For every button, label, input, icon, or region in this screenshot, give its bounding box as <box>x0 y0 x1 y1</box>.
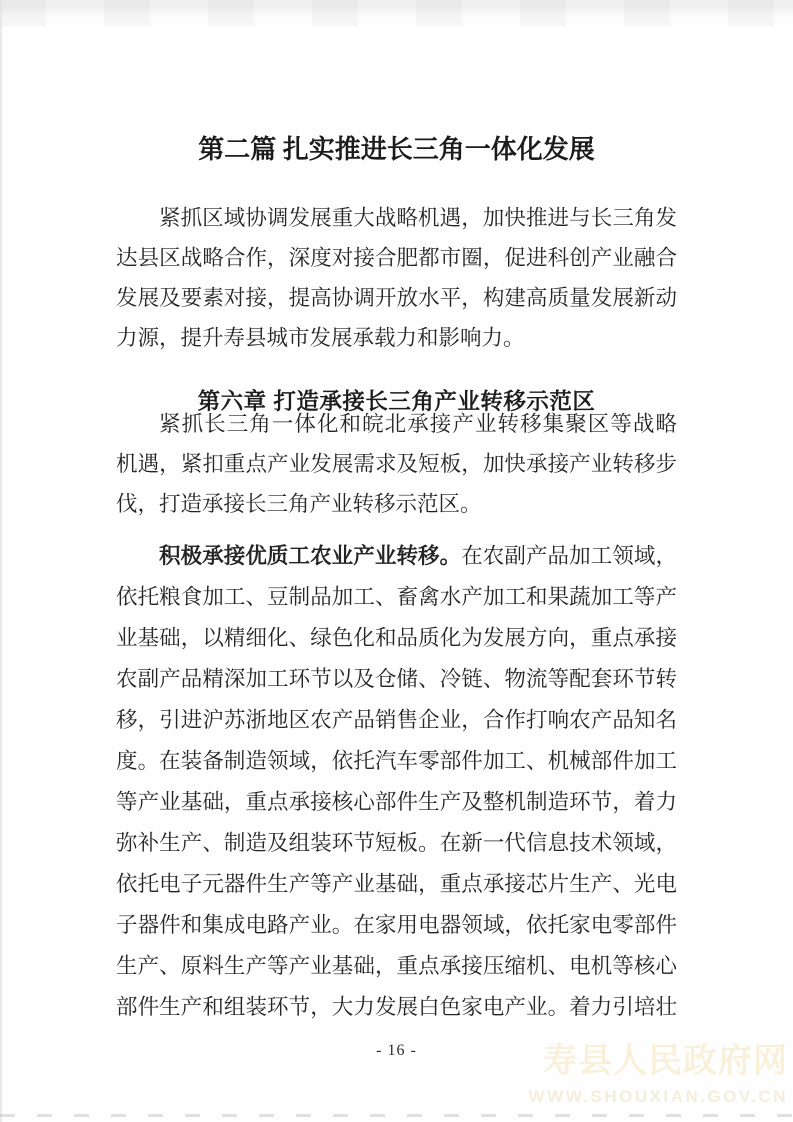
paragraph-strategic-opportunity <box>116 404 677 524</box>
body-line: 达县区战略合作，深度对接合肥都市圈，促进科创产业融合 <box>116 246 677 270</box>
page-number: - 16 - <box>376 1042 417 1059</box>
body-line: 业基础，以精细化、绿色化和品质化为发展方向，重点承接 <box>116 626 677 650</box>
scan-edge-bottom <box>0 1114 793 1117</box>
body-line: 弥补生产、制造及组装环节短板。在新一代信息技术领域， <box>116 831 677 855</box>
paragraph-regional-cooperation <box>116 198 677 358</box>
body-line: 移，引进沪苏浙地区农产品销售企业，合作打响农产品知名 <box>116 708 677 732</box>
body-text: 在农副产品加工领域， <box>461 544 677 568</box>
body-line: 机遇，紧扣重点产业发展需求及短板，加快承接产业转移步 <box>116 452 677 476</box>
watermark-site-url: WWW.SHOUXIAN.GOV.CN <box>528 1087 788 1106</box>
body-line: 伐，打造承接长三角产业转移示范区。 <box>116 492 482 516</box>
part-title: 第二篇 扎实推进长三角一体化发展 <box>198 135 595 165</box>
body-line: 等产业基础，重点承接核心部件生产及整机制造环节，着力 <box>116 790 677 814</box>
watermark-site-name: 寿县人民政府网 <box>543 1043 788 1080</box>
scan-edge-left <box>0 0 3 1122</box>
body-line: 力源，提升寿县城市发展承载力和影响力。 <box>116 326 525 350</box>
body-line: 农副产品精深加工环节以及仓储、冷链、物流等配套环节转 <box>116 667 677 691</box>
body-line: 部件生产和组装环节，大力发展白色家电产业。着力引培壮 <box>116 995 677 1019</box>
government-site-watermark <box>529 1042 788 1107</box>
chapter-heading: 第六章 打造承接长三角产业转移示范区 <box>197 388 596 414</box>
body-line: 依托电子元器件生产等产业基础，重点承接芯片生产、光电 <box>116 872 677 896</box>
body-line: 子器件和集成电路产业。在家用电器领域，依托家电零部件 <box>116 913 677 937</box>
body-line: 依托粮食加工、豆制品加工、畜禽水产加工和果蔬加工等产 <box>116 585 677 609</box>
body-line: 生产、原料生产等产业基础，重点承接压缩机、电机等核心 <box>116 954 677 978</box>
body-line: 发展及要素对接，提高协调开放水平，构建高质量发展新动 <box>116 286 677 310</box>
body-line <box>116 536 677 577</box>
body-line: 紧抓长三角一体化和皖北承接产业转移集聚区等战略 <box>159 412 677 436</box>
body-line: 度。在装备制造领域，依托汽车零部件加工、机械部件加工 <box>116 749 677 773</box>
bold-lead-in: 积极承接优质工农业产业转移。 <box>159 544 462 568</box>
paragraph-industry-transfer <box>116 536 677 1028</box>
scan-edge-top <box>0 0 793 26</box>
body-line: 紧抓区域协调发展重大战略机遇，加快推进与长三角发 <box>159 206 677 230</box>
